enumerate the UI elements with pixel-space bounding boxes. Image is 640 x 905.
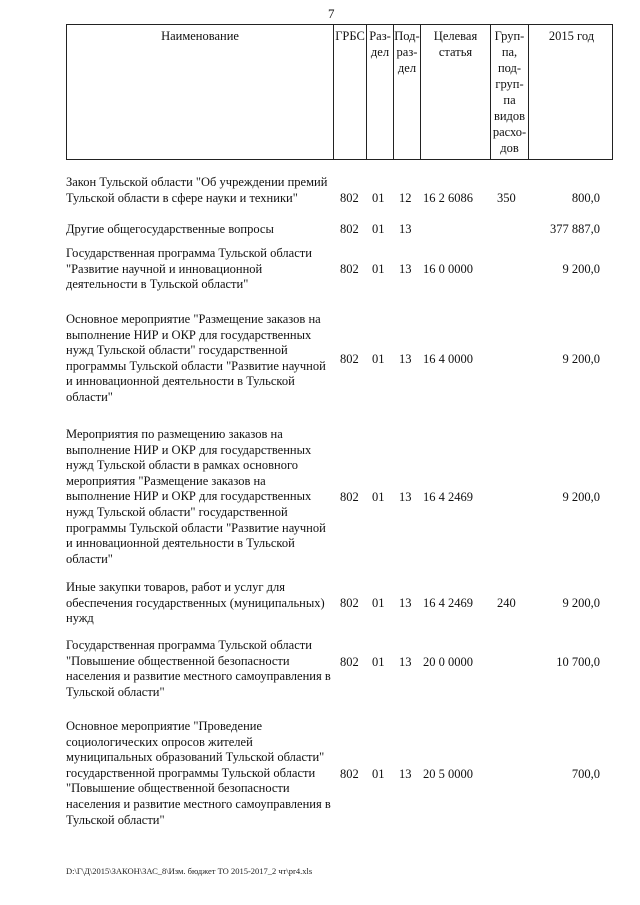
row-target: 16 4 2469 bbox=[423, 596, 473, 610]
row-grbs: 802 bbox=[340, 596, 359, 610]
row-razdel: 01 bbox=[372, 655, 385, 669]
row-podrazdel: 13 bbox=[399, 596, 412, 610]
row-target: 16 4 2469 bbox=[423, 490, 473, 504]
row-grbs: 802 bbox=[340, 655, 359, 669]
row-name: Мероприятия по размещению заказов на выполнение НИР и ОКР для государственных нужд Тульской области в рамках основного мероприятия "Размещение заказов на выполнение НИР и ОКР для государственных нужд Тульской области" государственной программы Тульской области "Развитие научной и инновационной деятельности в Тульской области" bbox=[66, 427, 326, 566]
row-grbs: 802 bbox=[340, 767, 359, 781]
row-grbs: 802 bbox=[340, 352, 359, 366]
row-name: Основное мероприятие "Размещение заказов на выполнение НИР и ОКР для государственных нужд Тульской области" государственной программы Тульской области "Развитие научной и инновационной деятельности в Тульской области" bbox=[66, 312, 326, 404]
row-sum: 10 700,0 bbox=[556, 655, 600, 669]
row-target: 16 4 0000 bbox=[423, 352, 473, 366]
row-sum: 377 887,0 bbox=[550, 222, 600, 236]
row-razdel: 01 bbox=[372, 222, 385, 236]
row-name: Государственная программа Тульской области "Развитие научной и инновационной деятельности в Тульской области" bbox=[66, 246, 312, 292]
page-number: 7 bbox=[328, 6, 335, 21]
row-target: 20 5 0000 bbox=[423, 767, 473, 781]
row-grbs: 802 bbox=[340, 191, 359, 205]
row-name: Другие общегосударственные вопросы bbox=[66, 222, 274, 236]
row-podrazdel: 13 bbox=[399, 767, 412, 781]
row-target: 16 0 0000 bbox=[423, 262, 473, 276]
row-podrazdel: 13 bbox=[399, 262, 412, 276]
header-podrazdel: Под- раз- дел bbox=[393, 25, 420, 159]
row-target: 20 0 0000 bbox=[423, 655, 473, 669]
row-name: Закон Тульской области "Об учреждении премий Тульской области в сфере науки и техники" bbox=[66, 175, 328, 205]
row-podrazdel: 13 bbox=[399, 222, 412, 236]
row-name: Основное мероприятие "Проведение социологических опросов жителей муниципальных образований Тульской области" государственной программы Тульской области "Повышение общественной безопасности населения и развитие местного самоуправления в Тульской области" bbox=[66, 719, 331, 827]
header-target: Целевая статья bbox=[420, 25, 490, 159]
row-grbs: 802 bbox=[340, 490, 359, 504]
row-razdel: 01 bbox=[372, 490, 385, 504]
header-year: 2015 год bbox=[528, 25, 614, 159]
row-razdel: 01 bbox=[372, 262, 385, 276]
row-sum: 9 200,0 bbox=[562, 262, 600, 276]
row-sum: 800,0 bbox=[571, 191, 600, 205]
table-header bbox=[66, 24, 613, 160]
row-name: Государственная программа Тульской области "Повышение общественной безопасности населения и развитие местного самоуправления в Тульской области" bbox=[66, 638, 331, 699]
row-podrazdel: 12 bbox=[399, 191, 412, 205]
header-razdel: Раз- дел bbox=[366, 25, 393, 159]
header-name: Наименование bbox=[161, 29, 239, 43]
row-razdel: 01 bbox=[372, 596, 385, 610]
row-sum: 9 200,0 bbox=[562, 596, 600, 610]
header-grbs: ГРБС bbox=[333, 25, 366, 159]
header-group: Груп- па, под- груп- па видов расхо- дов bbox=[490, 25, 528, 159]
row-vid: 240 bbox=[497, 596, 516, 610]
row-grbs: 802 bbox=[340, 222, 359, 236]
row-podrazdel: 13 bbox=[399, 490, 412, 504]
row-vid: 350 bbox=[497, 191, 516, 205]
row-razdel: 01 bbox=[372, 767, 385, 781]
row-sum: 9 200,0 bbox=[562, 352, 600, 366]
row-sum: 9 200,0 bbox=[562, 490, 600, 504]
row-razdel: 01 bbox=[372, 352, 385, 366]
row-target: 16 2 6086 bbox=[423, 191, 473, 205]
row-podrazdel: 13 bbox=[399, 352, 412, 366]
row-razdel: 01 bbox=[372, 191, 385, 205]
file-path-footer: D:\Г\Д\2015\ЗАКОН\ЗАС_8\Изм. бюджет ТО 2015-2017_2 чт\pr4.xls bbox=[66, 866, 313, 876]
row-sum: 700,0 bbox=[571, 767, 600, 781]
row-grbs: 802 bbox=[340, 262, 359, 276]
row-podrazdel: 13 bbox=[399, 655, 412, 669]
row-name: Иные закупки товаров, работ и услуг для обеспечения государственных (муниципальных) нужд bbox=[66, 580, 325, 626]
